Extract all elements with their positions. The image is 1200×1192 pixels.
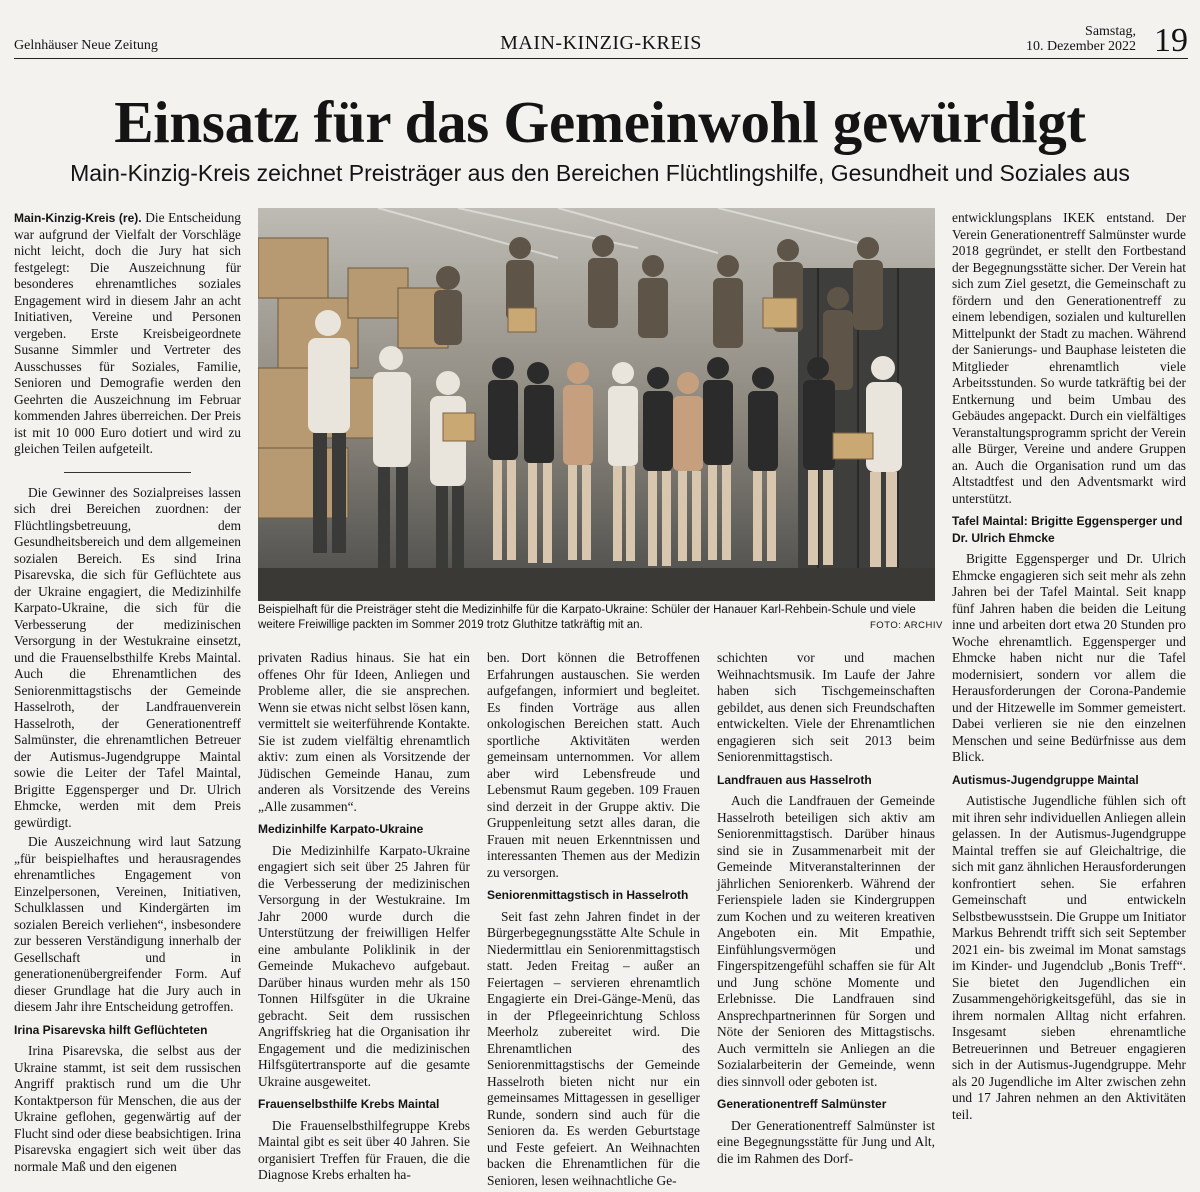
article-column-4 bbox=[717, 650, 935, 1170]
subheading: Frauenselbsthilfe Krebs Maintal bbox=[258, 1097, 440, 1111]
dateline: Main-Kinzig-Kreis (re). bbox=[14, 211, 142, 225]
issue-date bbox=[1026, 24, 1136, 54]
subheading: Tafel Maintal: Brigitte Eggensperger und Dr. Ulrich Ehmcke bbox=[952, 514, 1183, 545]
newspaper-name: Gelnhäuser Neue Zeitung bbox=[14, 38, 158, 53]
photo-credit: FOTO: ARCHIV bbox=[870, 620, 943, 631]
paragraph: Seit fast zehn Jahren findet in der Bürgerbegegnungsstätte Alte Schule in Niedermittlau ein Seniorenmittagstisch statt. Jeden Freitag – außer an Feiertagen – servieren ehrenamtlich Engagierte ein Drei-Gänge-Menü, das in der Pflegeeinrichtung Schloss Meerholz zubereitet wird. Die Ehrenamtlichen des Seniorenmittagstischs der Gemeinde Hasselroth bieten nicht nur ein gemeinsames Mittagessen in geselliger Runde, sondern sind auch für die Senioren da. Es werden Geburtstage und Feste gefeiert. An Weihnachten backen die Ehrenamtlichen für die Senioren, lesen weihnachtliche Ge- bbox=[487, 908, 700, 1188]
article-column-5 bbox=[952, 210, 1186, 1126]
group-photo-image bbox=[258, 208, 935, 601]
separator-rule bbox=[64, 472, 191, 473]
article-headline: Einsatz für das Gemeinwohl gewürdigt bbox=[114, 89, 1086, 155]
paragraph: Irina Pisarevska, die selbst aus der Ukraine stammt, ist seit dem russischen Angriff praktisch rund um die Uhr Kontaktperson für Menschen, die aus der Ukraine geflohen, gegenwärtig auf der Flucht sind oder diese beabsichtigen. Irina Pisarevska engagiert sich weit über das normale Maß und den eigenen bbox=[14, 1043, 241, 1174]
photo-caption: Beispielhaft für die Preisträger steht die Medizinhilfe für die Karpato-Ukraine: Schüler der Hanauer Karl-Rehbein-Schule und viele weitere Freiwillige packten im Sommer 2019 trotz Gluthitze tatkräftig mit an. bbox=[258, 604, 916, 631]
subheading: Generationentreff Salmünster bbox=[717, 1097, 887, 1111]
paragraph: Die Auszeichnung wird laut Satzung „für beispielhaftes und herausragendes ehrenamtliches Engagement von Einzelpersonen, Vereinen, Initiativen, Schulklassen und Kindergärten im sozialen Bereich verliehen“, insbesondere zur besseren Verständigung innerhalb der Gesellschaft und in generationenübergreifender Form. Auf dieser Grundlage hat die Jury auch in diesem Jahr ihre Entscheidung getroffen. bbox=[14, 834, 241, 1014]
page-number: 19 bbox=[1154, 22, 1188, 59]
article-photo bbox=[258, 208, 935, 601]
section-title: MAIN-KINZIG-KREIS bbox=[500, 32, 702, 54]
paragraph: Autistische Jugendliche fühlen sich oft mit ihren sehr individuellen Anliegen allein gelassen. In der Autismus-Jugendgruppe Maintal treffen sie auf Gleichaltrige, die sich mit ganz ähnlichen Herausforderungen konfrontiert sehen. Sie erfahren Gemeinschaft und entwickeln Selbstbewusstsein. Die Gruppe um Initiator Markus Behrendt trifft sich seit September 2021 ein- bis zweimal im Monat samstags im Kinder- und Jugendclub „Bonis Treff“. Sie bietet den Jugendlichen ein Zusammengehörigkeitsgefühl, das sie in ihrem normalen Alltag nicht erfahren. Insgesamt sieben ehrenamtliche Betreuerinnen und Betreuer engagieren sich in der Autismus-Jugendgruppe. Mehr als 20 Jugendliche im Alter zwischen zehn und 17 Jahren nehmen an den Aktivitäten teil. bbox=[952, 793, 1186, 1122]
article-column-3 bbox=[487, 650, 700, 1192]
paragraph: Die Gewinner des Sozialpreises lassen sich drei Bereichen zuordnen: der Flüchtlingsbetreuung, dem Gesundheitsbereich und dem allgemeinen sozialen Bereich. Es sind Irina Pisarevska, die sich für Geflüchtete aus der Ukraine engagiert, die Medizinhilfe Karpato-Ukraine, die sich für die Verbesserung der medizinischen Versorgung in der Westukraine einsetzt, und die Frauenselbsthilfe Krebs Maintal. Auch die Ehrenamtlichen des Seniorenmittagstischs der Gemeinde Hasselroth, der Landfrauenverein Hasselroth, der Generationentreff Salmünster, die ehrenamtlichen Betreuer der Autismus-Jugendgruppe Maintal sowie die Leiter der Tafel Maintal, Brigitte Eggensperger und Dr. Ulrich Ehmcke, werden mit dem Preis gewürdigt. bbox=[14, 484, 241, 830]
issue-date-text: 10. Dezember 2022 bbox=[1025, 39, 1136, 54]
article-column-1 bbox=[14, 210, 241, 1178]
subheading: Medizinhilfe Karpato-Ukraine bbox=[258, 822, 424, 836]
paragraph: ben. Dort können die Betroffenen Erfahrungen austauschen. Sie werden aufgefangen, informiert und begleitet. Es finden Vorträge aus allen onkologischen Bereichen statt. Auch sportliche Aktivitäten werden gemeinsam unternommen. Vor allem aber wird Lebensfreude und Lebensmut Raum gegeben. 109 Frauen sind derzeit in der Gruppe aktiv. Die Gruppenleitung setzt alles daran, die Frauen mit neuen Erkenntnissen und interessanten Themen aus der Medizin zu versorgen. bbox=[487, 650, 700, 880]
paragraph: entwicklungsplans IKEK entstand. Der Verein Generationentreff Salmünster wurde 2018 gegründet, er stellt den Fortbestand der Begegnungsstätte sicher. Der Verein hat sich zum Ziel gesetzt, die Gemeinschaft zu fördern und den Generationentreff zu einem lebendigen, sozialen und kulturellen Mittelpunkt der Stadt zu machen. Während der Sanierungs- und Bauphase leisteten die Mitglieder ehrenamtlich viele Arbeitsstunden. So wurde tatkräftig bei der Entkernung und beim Umbau des Gebäudes angepackt. Durch ein vielfältiges Veranstaltungsprogramm spricht der Verein alle Bürger, Vereine und andere Gruppen an. Auch die Organisation rund um das Altstadtfest und den Adventsmarkt wird unterstützt. bbox=[952, 210, 1187, 506]
subheading: Seniorenmittagstisch in Hasselroth bbox=[487, 888, 689, 902]
subheading: Landfrauen aus Hasselroth bbox=[717, 772, 872, 787]
page-header bbox=[14, 22, 1188, 59]
paragraph: schichten vor und machen Weihnachtsmusik. Im Laufe der Jahre haben sich Tischgemeinschaften gebildet, aus denen sich Freundschaften entwickelten. Viele der Ehrenamtlichen engagieren sich seit 2013 beim Seniorenmittagstisch. bbox=[717, 650, 935, 764]
paragraph: Auch die Landfrauen der Gemeinde Hasselroth beteiligen sich aktiv am Seniorenmittagstisch. Darüber hinaus sind sie in Zusammenarbeit mit der Gemeinde Mitveranstalterinnen der jährlichen Seniorenkerb. Während der Ferienspiele laden sie Kindergruppen zum Kochen und zu weiteren kreativen Angeboten ein. Mit Empathie, Einfühlungsvermögen und Fingerspitzengefühl schaffen sie für Alt und Jung schöne Momente und Erlebnisse. Die Landfrauen sind Ansprechpartnerinnen für Sorgen und Nöte der Senioren des Mittagstischs. Auch vermitteln sie Anliegen an die Sozialarbeiterin der Gemeinde, wenn dies sinnvoll oder geboten ist. bbox=[717, 793, 935, 1089]
article-column-2 bbox=[258, 650, 470, 1187]
subheading: Irina Pisarevska hilft Geflüchteten bbox=[14, 1022, 208, 1037]
paragraph: Die Medizinhilfe Karpato-Ukraine engagiert sich seit über 25 Jahren für die Verbesserung der medizinischen Versorgung in der Westukraine. Im Jahr 2000 wurde durch die Unterstützung der freiwilligen Helfer eine ambulante Poliklinik in der Gemeinde Mukachevo aufgebaut. Darüber hinaus wurden mehr als 150 Tonnen Hilfsgüter in die Ukraine gebracht. Seit dem russischen Angriffskrieg hat die Organisation ihr Engagement und die medizinischen Hilfsgütertransporte auf die gesamte Ukraine ausgeweitet. bbox=[258, 842, 470, 1089]
paragraph: Die Entscheidung war aufgrund der Vielfalt der Vorschläge nicht leicht, doch die Jury hat sich festgelegt: Die Auszeichnung für besonderes ehrenamtliches soziales Engagement wird in diesem Jahr an acht Initiativen, Vereine und Personen vergeben. Erste Kreisbeigeordnete Susanne Simmler und Vertreter des Ausschusses für Soziales, Familie, Senioren und Demografie werden den Geehrten die Auszeichnung im Februar kommenden Jahres überreichen. Der Preis ist mit 10 000 Euro dotiert und wird zu gleichen Teilen aufgeteilt. bbox=[14, 210, 241, 456]
paragraph: Der Generationentreff Salmünster ist eine Begegnungsstätte für Jung und Alt, die im Rahmen des Dorf- bbox=[717, 1117, 935, 1166]
article-subheadline: Main-Kinzig-Kreis zeichnet Preisträger aus den Bereichen Flüchtlingshilfe, Gesundheit und Soziales aus bbox=[70, 160, 1130, 186]
paragraph: privaten Radius hinaus. Sie hat ein offenes Ohr für Ideen, Anliegen und Probleme aller, die sie ansprechen. Wenn sie etwas nicht selbst lösen kann, vermittelt sie weiterführende Kontakte. Sie ist zudem vielfältig ehrenamtlich aktiv: zum einen als Vorsitzende der Jüdischen Gemeinde Hanau, zum anderen als Vorsitzende des Vereins „Alle zusammen“. bbox=[258, 650, 470, 814]
paragraph: Brigitte Eggensperger und Dr. Ulrich Ehmcke engagieren sich seit mehr als zehn Jahren bei der Tafel Maintal. Seit knapp fünf Jahren haben die beiden die Leitung inne und arbeiten dort etwa 20 Stunden pro Woche ehrenamtlich. Eggensperger und Ehmcke haben nicht nur die Tafel modernisiert, sondern vor allem die Herausforderungen der Corona-Pandemie und der Hitzewelle im Sommer gemeistert. Dabei verlieren sie nie den einzelnen Menschen und seine Bedürfnisse aus dem Blick. bbox=[952, 551, 1186, 764]
subheading: Autismus-Jugendgruppe Maintal bbox=[952, 772, 1139, 787]
paragraph: Die Frauenselbsthilfegruppe Krebs Maintal gibt es seit über 40 Jahren. Sie organisiert Treffen für Frauen, die die Diagnose Krebs erhalten ha- bbox=[258, 1117, 470, 1182]
issue-weekday: Samstag, bbox=[1085, 24, 1136, 39]
